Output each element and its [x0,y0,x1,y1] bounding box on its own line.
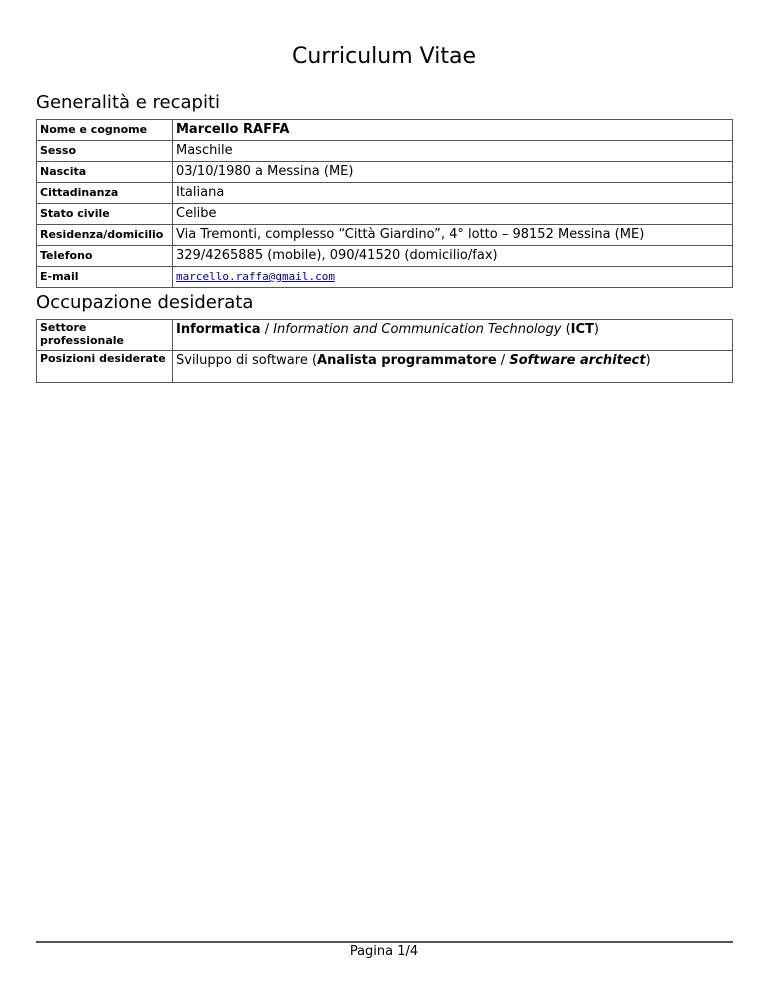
positions-value [173,351,733,383]
sector-value [173,320,733,351]
full-name-value: Marcello RAFFA [173,120,733,141]
citizenship-value: Italiana [173,183,733,204]
table-row [37,120,733,141]
address-value: Via Tremonti, complesso “Città Giardino”, 4° lotto – 98152 Messina (ME) [173,225,733,246]
row-label: Nascita [37,162,173,183]
row-label: Nome e cognome [37,120,173,141]
separator: / [496,353,510,368]
document-title: Curriculum Vitae [292,44,476,69]
desired-occupation-table [36,319,733,383]
table-row [37,351,733,383]
row-label: Sesso [37,141,173,162]
position-architect: Software architect [509,353,646,368]
row-label: Telefono [37,246,173,267]
marital-status-value: Celibe [173,204,733,225]
table-row [37,183,733,204]
row-label: Posizioni desiderate [37,351,173,383]
row-label: Cittadinanza [37,183,173,204]
page-number: Pagina 1/4 [349,944,419,959]
birth-value: 03/10/1980 a Messina (ME) [173,162,733,183]
row-label: Settore professionale [37,320,173,351]
row-label: Stato civile [37,204,173,225]
sex-value: Maschile [173,141,733,162]
paren-close: ) [645,353,651,368]
separator: / [260,322,274,337]
table-row [37,246,733,267]
sector-english: Information and Communication Technology [273,322,562,337]
table-row [37,204,733,225]
table-row [37,225,733,246]
personal-info-table [36,119,733,288]
sector-abbrev: ICT [570,322,594,337]
phone-value: 329/4265885 (mobile), 090/41520 (domicilio/fax) [173,246,733,267]
table-row [37,141,733,162]
sector-main: Informatica [176,322,261,337]
paren-close: ) [593,322,599,337]
row-label: Residenza/domicilio [37,225,173,246]
section-heading-desired-occupation: Occupazione desiderata [36,292,254,313]
table-row [37,162,733,183]
footer-divider [36,941,733,943]
email-cell [173,267,733,288]
email-link[interactable]: marcello.raffa@gmail.com [176,270,335,283]
paren-open: ( [561,322,571,337]
section-heading-personal-info: Generalità e recapiti [36,92,221,113]
positions-intro: Sviluppo di software ( [176,353,318,368]
table-row [37,267,733,288]
position-analyst: Analista programmatore [317,353,497,368]
table-row [37,320,733,351]
row-label: E-mail [37,267,173,288]
